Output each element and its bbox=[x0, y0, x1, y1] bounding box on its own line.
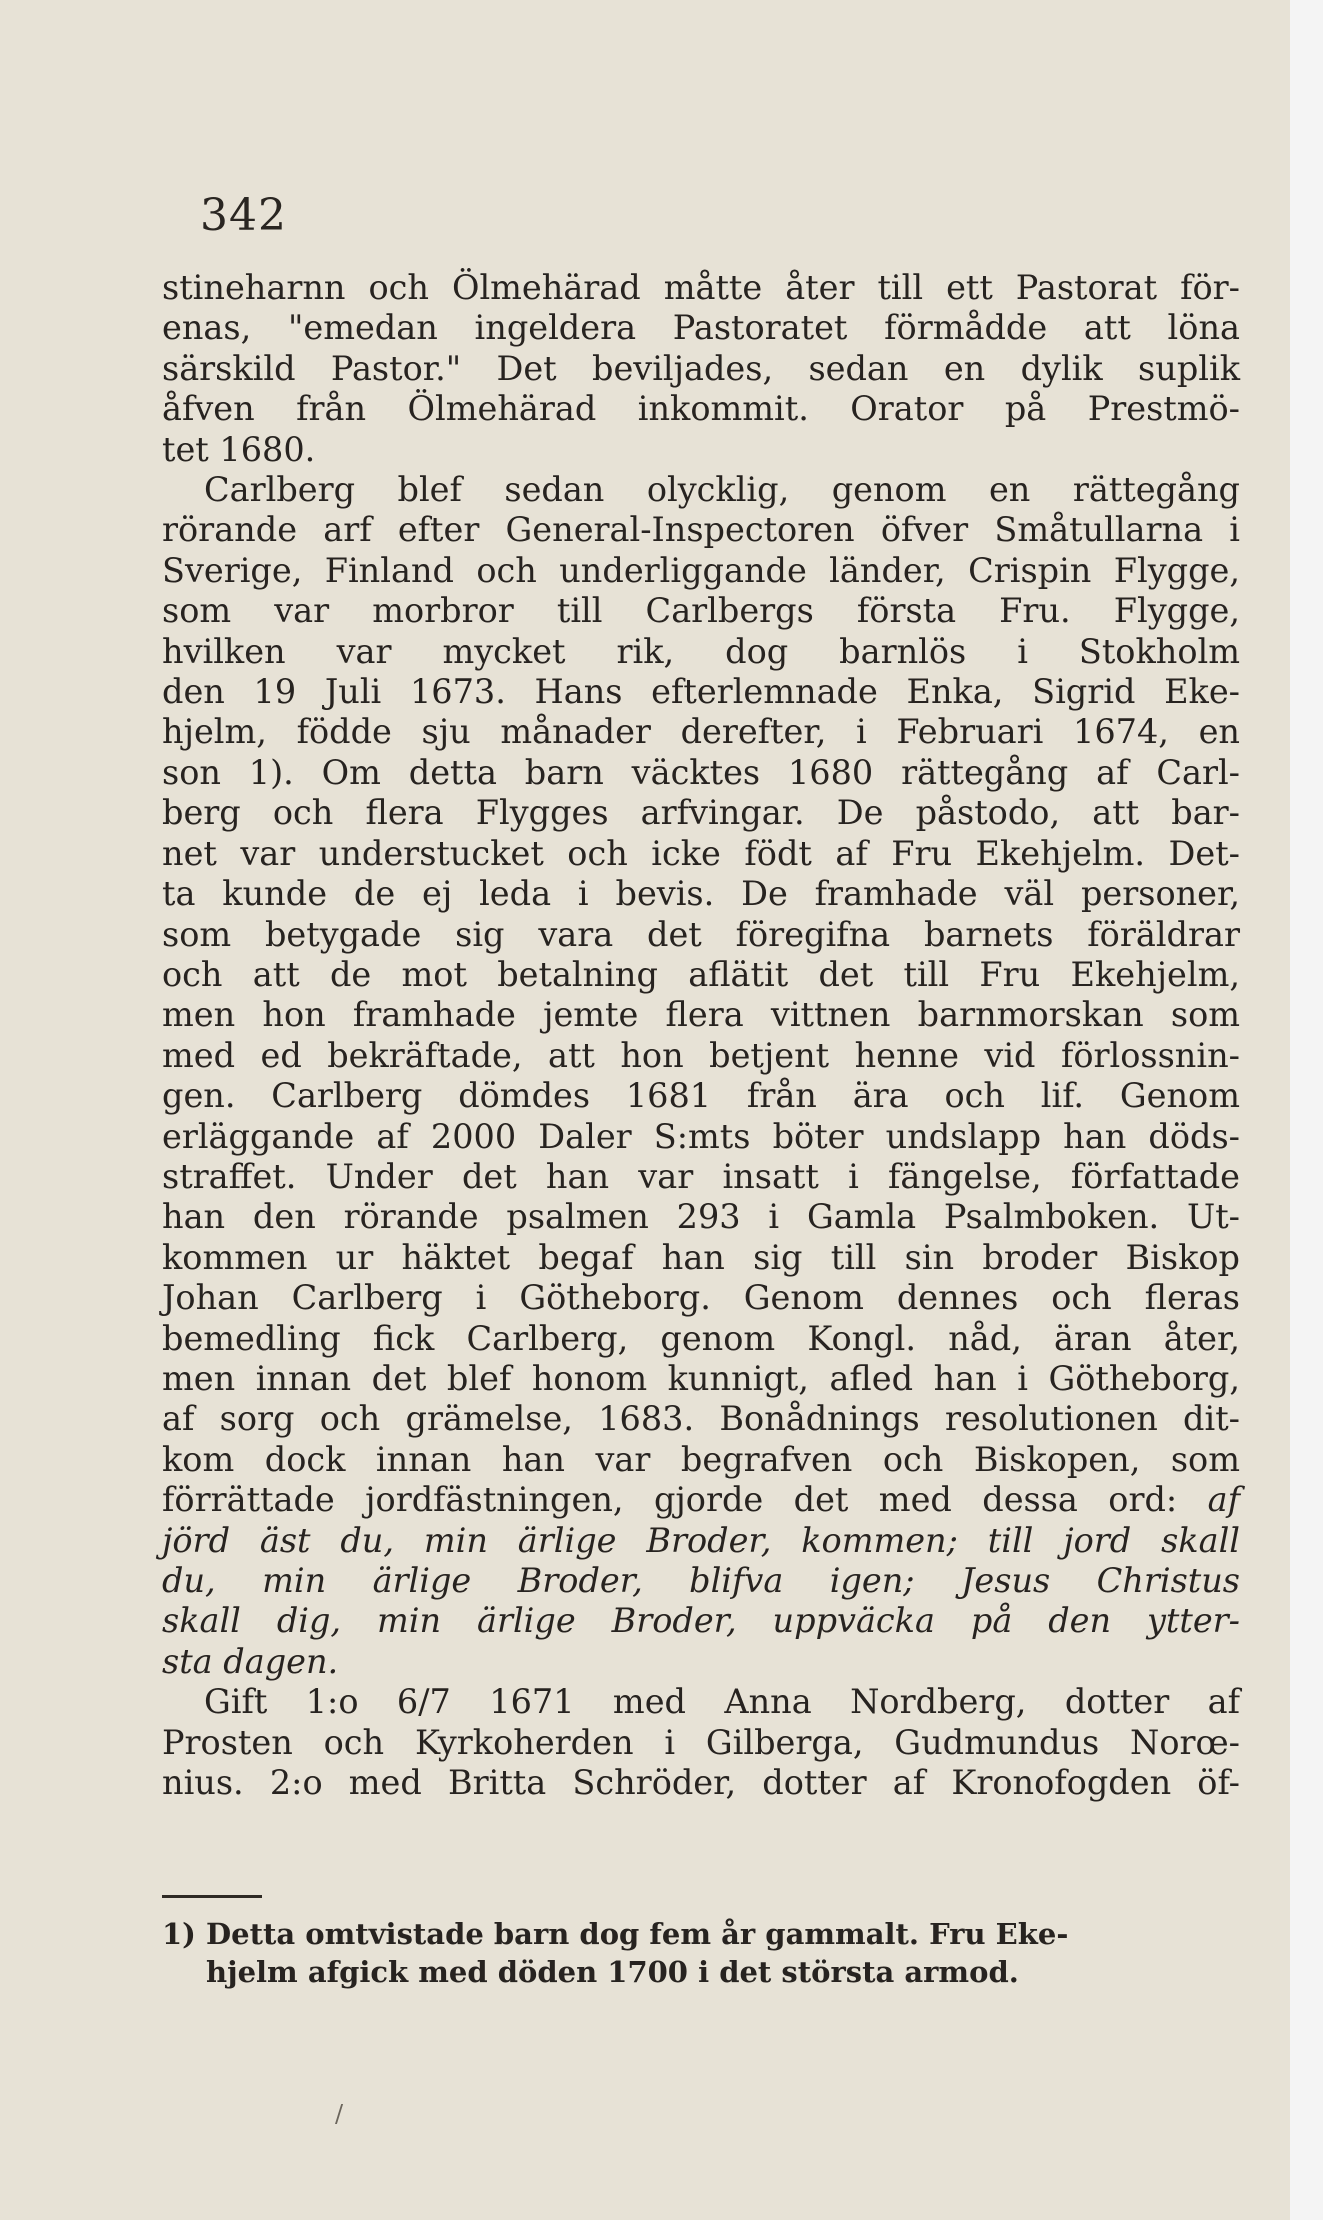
text-line bbox=[162, 1480, 1240, 1520]
footnote-line: hjelm afgick med döden 1700 i det största armod. bbox=[206, 1955, 1019, 1989]
text-line: hvilken var mycket rik, dog barnlös i Stokholm bbox=[162, 631, 1240, 671]
text-line: bemedling fick Carlberg, genom Kongl. nåd, äran åter, bbox=[162, 1318, 1240, 1358]
text-line: rörande arf efter General-Inspectoren öfver Småtullarna i bbox=[162, 510, 1240, 550]
text-line: kom dock innan han var begrafven och Biskopen, som bbox=[162, 1439, 1240, 1479]
text-segment: förrättade jordfästningen, gjorde det med dessa ord: bbox=[162, 1480, 1178, 1520]
stray-mark: / bbox=[335, 2100, 344, 2128]
text-line: ta kunde de ej leda i bevis. De framhade väl personer, bbox=[162, 874, 1240, 914]
text-line: berg och flera Flygges arfvingar. De påstodo, att bar- bbox=[162, 793, 1240, 833]
text-line: stineharnn och Ölmehärad måtte åter till ett Pastorat för- bbox=[162, 268, 1240, 307]
text-line: tet 1680. bbox=[162, 429, 316, 469]
text-line: Sverige, Finland och underliggande länder, Crispin Flygge, bbox=[162, 550, 1240, 590]
text-line: som var morbror till Carlbergs första Fru. Flygge, bbox=[162, 591, 1240, 631]
italic-line: sta dagen. bbox=[162, 1641, 339, 1681]
page-margin bbox=[1290, 0, 1323, 2220]
text-line: straffet. Under det han var insatt i fängelse, författade bbox=[162, 1156, 1240, 1196]
footnote-divider bbox=[162, 1895, 262, 1898]
text-line: erläggande af 2000 Daler S:mts böter undslapp han döds- bbox=[162, 1116, 1240, 1156]
text-line: kommen ur häktet begaf han sig till sin broder Biskop bbox=[162, 1237, 1240, 1277]
text-line: son 1). Om detta barn väcktes 1680 rättegång af Carl- bbox=[162, 752, 1240, 792]
text-line: nius. 2:o med Britta Schröder, dotter af Kronofogden öf- bbox=[162, 1763, 1240, 1803]
text-line: med ed bekräftade, att hon betjent henne vid förlossnin- bbox=[162, 1035, 1240, 1075]
text-line: Prosten och Kyrkoherden i Gilberga, Gudmundus Norœ- bbox=[162, 1722, 1240, 1762]
text-line: gen. Carlberg dömdes 1681 från ära och lif. Genom bbox=[162, 1076, 1240, 1116]
text-line: åfven från Ölmehärad inkommit. Orator på Prestmö- bbox=[162, 389, 1240, 429]
italic-line: jörd äst du, min ärlige Broder, kommen; till jord skall bbox=[162, 1520, 1240, 1560]
page-number: 342 bbox=[200, 190, 287, 241]
italic-segment: af bbox=[1207, 1480, 1240, 1520]
text-line: som betygade sig vara det föregifna barnets föräldrar bbox=[162, 914, 1240, 954]
text-line: af sorg och grämelse, 1683. Bonådnings resolutionen dit- bbox=[162, 1399, 1240, 1439]
body-text bbox=[162, 268, 1240, 1803]
footnote-line: 1) Detta omtvistade barn dog fem år gammalt. Fru Eke- bbox=[162, 1917, 1069, 1951]
text-line: hjelm, födde sju månader derefter, i Februari 1674, en bbox=[162, 712, 1240, 752]
text-line: särskild Pastor." Det beviljades, sedan en dylik suplik bbox=[162, 348, 1240, 388]
text-line: den 19 Juli 1673. Hans efterlemnade Enka, Sigrid Eke- bbox=[162, 672, 1240, 712]
italic-line: skall dig, min ärlige Broder, uppväcka på den ytter- bbox=[162, 1601, 1240, 1641]
text-line: han den rörande psalmen 293 i Gamla Psalmboken. Ut- bbox=[162, 1197, 1240, 1237]
text-line: men hon framhade jemte flera vittnen barnmorskan som bbox=[162, 995, 1240, 1035]
italic-line: du, min ärlige Broder, blifva igen; Jesus Christus bbox=[162, 1561, 1240, 1600]
text-line: och att de mot betalning aflätit det till Fru Ekehjelm, bbox=[162, 954, 1240, 994]
text-line: Carlberg blef sedan olycklig, genom en rättegång bbox=[204, 470, 1240, 510]
text-line: Johan Carlberg i Götheborg. Genom dennes och fleras bbox=[162, 1278, 1240, 1318]
text-line: Gift 1:o 6/7 1671 med Anna Nordberg, dotter af bbox=[204, 1682, 1240, 1722]
text-line: enas, "emedan ingeldera Pastoratet förmådde att löna bbox=[162, 308, 1240, 348]
footnote bbox=[162, 1915, 1240, 1991]
text-line: men innan det blef honom kunnigt, afled han i Götheborg, bbox=[162, 1358, 1240, 1398]
text-line: net var understucket och icke födt af Fru Ekehjelm. Det- bbox=[162, 833, 1240, 873]
